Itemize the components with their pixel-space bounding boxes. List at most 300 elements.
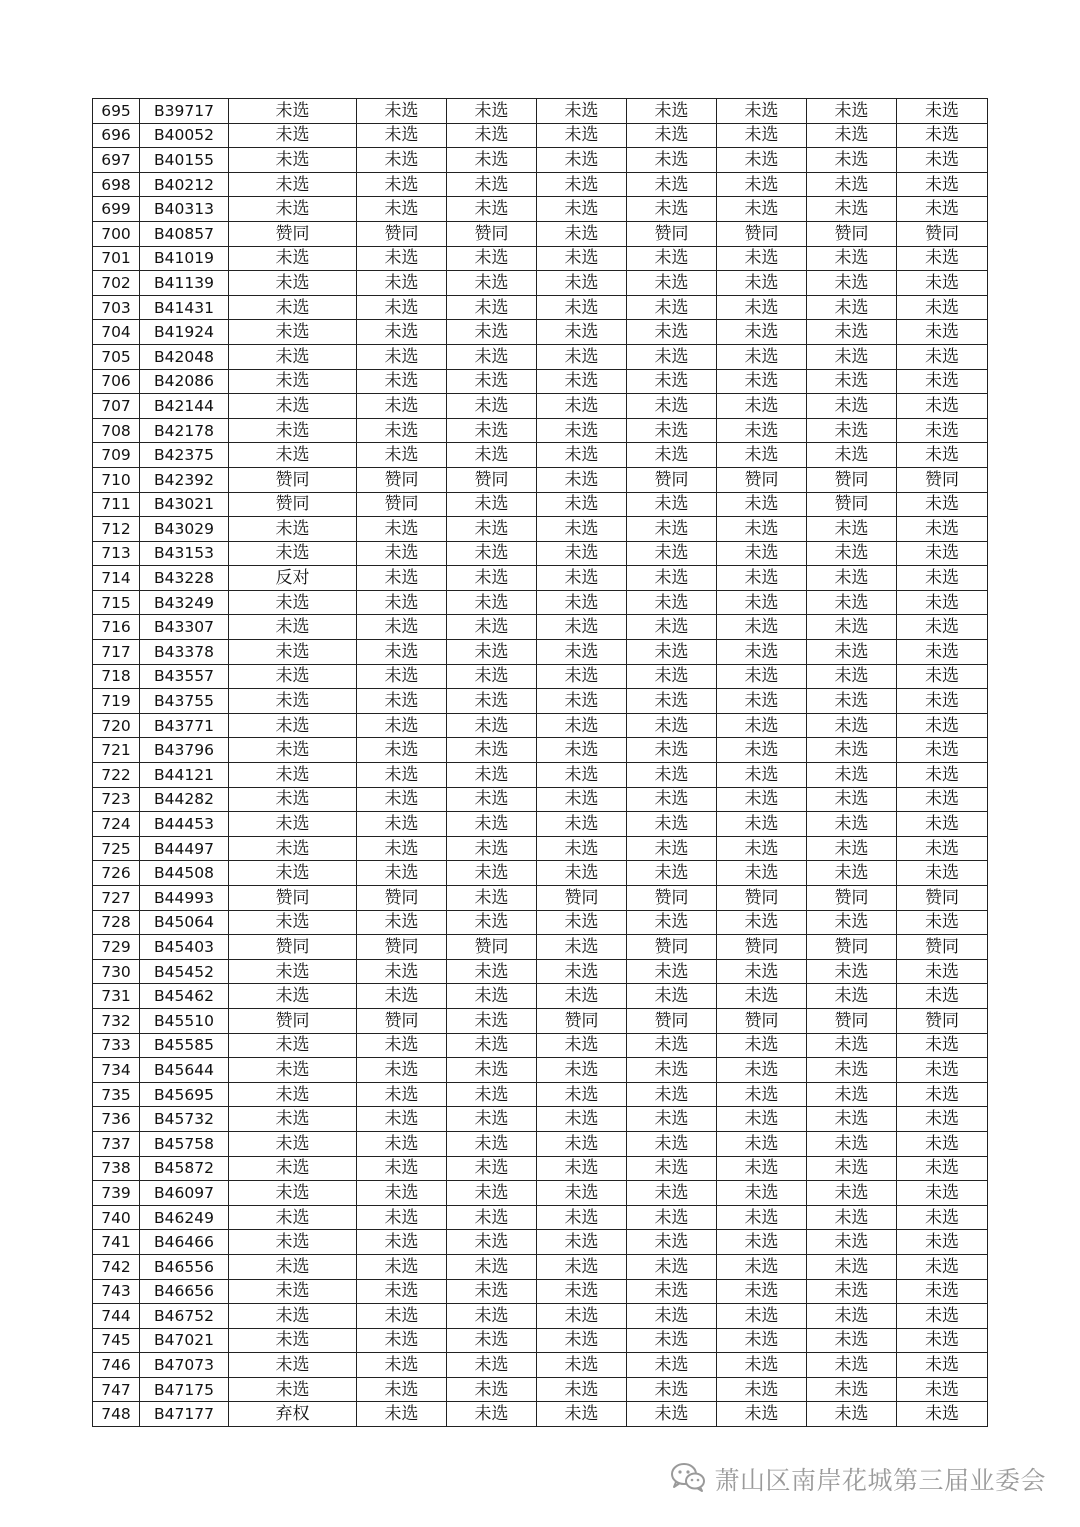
vote-cell: 未选 <box>627 394 717 419</box>
vote-cell: 未选 <box>717 148 807 173</box>
vote-cell: 未选 <box>537 1156 627 1181</box>
vote-cell: 未选 <box>897 271 988 296</box>
vote-cell: 未选 <box>537 590 627 615</box>
vote-cell: 未选 <box>717 959 807 984</box>
vote-cell: 未选 <box>627 1402 717 1427</box>
vote-cell: 未选 <box>627 664 717 689</box>
vote-cell: 未选 <box>627 640 717 665</box>
vote-cell: 未选 <box>627 492 717 517</box>
row-number-cell: 697 <box>93 148 140 173</box>
vote-cell: 未选 <box>229 664 357 689</box>
row-number-cell: 700 <box>93 221 140 246</box>
vote-cell: 未选 <box>229 1279 357 1304</box>
vote-cell: 未选 <box>897 1304 988 1329</box>
room-id-cell: B44282 <box>140 787 229 812</box>
table-row <box>93 1304 988 1329</box>
row-number-cell: 704 <box>93 320 140 345</box>
vote-cell: 未选 <box>627 246 717 271</box>
vote-cell: 未选 <box>717 910 807 935</box>
vote-cell: 未选 <box>897 1279 988 1304</box>
vote-cell: 未选 <box>537 394 627 419</box>
vote-cell: 未选 <box>807 1131 897 1156</box>
vote-cell: 未选 <box>357 713 447 738</box>
vote-cell: 未选 <box>229 197 357 222</box>
vote-cell: 未选 <box>447 1377 537 1402</box>
vote-cell: 未选 <box>357 541 447 566</box>
table-row <box>93 418 988 443</box>
row-number-cell: 713 <box>93 541 140 566</box>
vote-cell: 未选 <box>807 664 897 689</box>
vote-cell: 未选 <box>897 984 988 1009</box>
vote-cell: 未选 <box>897 369 988 394</box>
row-number-cell: 745 <box>93 1328 140 1353</box>
vote-cell: 赞同 <box>229 467 357 492</box>
vote-cell: 未选 <box>897 713 988 738</box>
table-row <box>93 664 988 689</box>
vote-cell: 未选 <box>229 1033 357 1058</box>
room-id-cell: B44508 <box>140 861 229 886</box>
vote-cell: 未选 <box>537 1131 627 1156</box>
row-number-cell: 710 <box>93 467 140 492</box>
table-row <box>93 787 988 812</box>
vote-cell: 未选 <box>447 172 537 197</box>
vote-cell: 未选 <box>229 787 357 812</box>
vote-cell: 未选 <box>717 1230 807 1255</box>
vote-cell: 未选 <box>627 1033 717 1058</box>
vote-cell: 赞同 <box>357 935 447 960</box>
vote-cell: 未选 <box>717 689 807 714</box>
row-number-cell: 716 <box>93 615 140 640</box>
vote-cell: 未选 <box>897 664 988 689</box>
vote-cell: 未选 <box>807 1402 897 1427</box>
room-id-cell: B44993 <box>140 886 229 911</box>
vote-cell: 未选 <box>447 959 537 984</box>
room-id-cell: B46752 <box>140 1304 229 1329</box>
vote-cell: 未选 <box>627 910 717 935</box>
room-id-cell: B41431 <box>140 295 229 320</box>
vote-cell: 未选 <box>447 369 537 394</box>
vote-cell: 未选 <box>447 1033 537 1058</box>
vote-cell: 未选 <box>897 295 988 320</box>
table-row <box>93 344 988 369</box>
room-id-cell: B43153 <box>140 541 229 566</box>
vote-cell: 未选 <box>357 1377 447 1402</box>
vote-cell: 未选 <box>357 320 447 345</box>
vote-cell: 未选 <box>627 172 717 197</box>
row-number-cell: 723 <box>93 787 140 812</box>
vote-cell: 未选 <box>717 1181 807 1206</box>
vote-cell: 未选 <box>807 271 897 296</box>
vote-cell: 赞同 <box>717 467 807 492</box>
vote-cell: 未选 <box>357 1082 447 1107</box>
vote-cell: 未选 <box>537 172 627 197</box>
vote-cell: 未选 <box>807 566 897 591</box>
vote-cell: 未选 <box>357 271 447 296</box>
vote-cell: 未选 <box>357 590 447 615</box>
row-number-cell: 727 <box>93 886 140 911</box>
vote-cell: 未选 <box>229 148 357 173</box>
vote-cell: 未选 <box>807 640 897 665</box>
vote-cell: 未选 <box>807 246 897 271</box>
vote-cell: 未选 <box>447 1304 537 1329</box>
vote-cell: 未选 <box>807 443 897 468</box>
vote-cell: 赞同 <box>717 221 807 246</box>
vote-cell: 未选 <box>627 344 717 369</box>
table-row <box>93 935 988 960</box>
vote-cell: 未选 <box>229 418 357 443</box>
vote-cell: 未选 <box>627 271 717 296</box>
vote-cell: 未选 <box>627 197 717 222</box>
room-id-cell: B45695 <box>140 1082 229 1107</box>
room-id-cell: B39717 <box>140 99 229 124</box>
vote-cell: 未选 <box>897 99 988 124</box>
vote-cell: 未选 <box>447 1156 537 1181</box>
room-id-cell: B43307 <box>140 615 229 640</box>
vote-cell: 未选 <box>447 615 537 640</box>
row-number-cell: 709 <box>93 443 140 468</box>
row-number-cell: 703 <box>93 295 140 320</box>
vote-cell: 未选 <box>357 836 447 861</box>
vote-cell: 赞同 <box>627 935 717 960</box>
vote-cell: 未选 <box>357 812 447 837</box>
room-id-cell: B43557 <box>140 664 229 689</box>
vote-cell: 未选 <box>807 1254 897 1279</box>
room-id-cell: B44497 <box>140 836 229 861</box>
vote-cell: 未选 <box>447 541 537 566</box>
vote-cell: 未选 <box>897 344 988 369</box>
room-id-cell: B46656 <box>140 1279 229 1304</box>
vote-cell: 未选 <box>537 492 627 517</box>
vote-cell: 赞同 <box>807 1008 897 1033</box>
vote-cell: 未选 <box>537 517 627 542</box>
table-row <box>93 590 988 615</box>
row-number-cell: 731 <box>93 984 140 1009</box>
vote-cell: 赞同 <box>229 221 357 246</box>
table-row <box>93 984 988 1009</box>
vote-cell: 未选 <box>807 541 897 566</box>
vote-cell: 未选 <box>717 713 807 738</box>
table-row <box>93 541 988 566</box>
table-row <box>93 689 988 714</box>
vote-cell: 未选 <box>897 1230 988 1255</box>
vote-cell: 未选 <box>717 1279 807 1304</box>
vote-cell: 未选 <box>357 664 447 689</box>
vote-cell: 未选 <box>447 812 537 837</box>
vote-cell: 未选 <box>717 418 807 443</box>
row-number-cell: 705 <box>93 344 140 369</box>
vote-cell: 未选 <box>807 369 897 394</box>
table-row <box>93 295 988 320</box>
room-id-cell: B44121 <box>140 763 229 788</box>
row-number-cell: 719 <box>93 689 140 714</box>
vote-cell: 未选 <box>897 1402 988 1427</box>
table-row <box>93 1205 988 1230</box>
vote-cell: 未选 <box>807 1353 897 1378</box>
vote-cell: 赞同 <box>717 1008 807 1033</box>
row-number-cell: 717 <box>93 640 140 665</box>
table-row <box>93 320 988 345</box>
vote-cell: 未选 <box>717 1033 807 1058</box>
row-number-cell: 707 <box>93 394 140 419</box>
vote-cell: 未选 <box>897 172 988 197</box>
vote-cell: 未选 <box>537 787 627 812</box>
vote-cell: 未选 <box>897 1353 988 1378</box>
vote-cell: 未选 <box>897 836 988 861</box>
vote-cell: 未选 <box>717 1304 807 1329</box>
vote-cell: 未选 <box>717 517 807 542</box>
vote-cell: 未选 <box>717 1107 807 1132</box>
vote-cell: 未选 <box>717 984 807 1009</box>
vote-cell: 未选 <box>897 812 988 837</box>
vote-cell: 未选 <box>627 1058 717 1083</box>
vote-cell: 未选 <box>897 1107 988 1132</box>
vote-cell: 未选 <box>229 713 357 738</box>
room-id-cell: B43755 <box>140 689 229 714</box>
vote-cell: 未选 <box>537 221 627 246</box>
vote-cell: 未选 <box>229 1205 357 1230</box>
table-row <box>93 812 988 837</box>
room-id-cell: B45585 <box>140 1033 229 1058</box>
table-row <box>93 1156 988 1181</box>
vote-cell: 未选 <box>537 1377 627 1402</box>
vote-cell: 赞同 <box>357 467 447 492</box>
vote-cell: 未选 <box>447 590 537 615</box>
vote-cell: 未选 <box>627 1082 717 1107</box>
vote-cell: 未选 <box>807 1230 897 1255</box>
vote-cell: 未选 <box>537 369 627 394</box>
vote-cell: 未选 <box>447 295 537 320</box>
table-row <box>93 640 988 665</box>
vote-cell: 未选 <box>357 738 447 763</box>
room-id-cell: B45872 <box>140 1156 229 1181</box>
vote-cell: 未选 <box>229 763 357 788</box>
vote-cell: 未选 <box>807 1304 897 1329</box>
vote-cell: 未选 <box>807 123 897 148</box>
vote-cell: 未选 <box>807 418 897 443</box>
vote-cell: 未选 <box>229 1353 357 1378</box>
vote-cell: 未选 <box>807 197 897 222</box>
vote-cell: 未选 <box>627 615 717 640</box>
vote-cell: 未选 <box>717 344 807 369</box>
vote-cell: 赞同 <box>627 467 717 492</box>
vote-cell: 赞同 <box>357 1008 447 1033</box>
vote-cell: 未选 <box>537 1033 627 1058</box>
vote-cell: 未选 <box>717 1058 807 1083</box>
vote-cell: 未选 <box>537 959 627 984</box>
vote-cell: 未选 <box>897 615 988 640</box>
vote-cell: 未选 <box>537 1230 627 1255</box>
vote-cell: 未选 <box>229 1107 357 1132</box>
vote-cell: 未选 <box>537 1353 627 1378</box>
vote-cell: 未选 <box>537 148 627 173</box>
vote-cell: 未选 <box>807 148 897 173</box>
table-row <box>93 197 988 222</box>
table-row <box>93 99 988 124</box>
table-row <box>93 1377 988 1402</box>
vote-cell: 未选 <box>537 443 627 468</box>
vote-cell: 未选 <box>717 1328 807 1353</box>
room-id-cell: B42048 <box>140 344 229 369</box>
table-row <box>93 910 988 935</box>
vote-cell: 未选 <box>807 738 897 763</box>
vote-cell: 未选 <box>447 1082 537 1107</box>
vote-cell: 未选 <box>717 1156 807 1181</box>
vote-cell: 未选 <box>537 1058 627 1083</box>
row-number-cell: 740 <box>93 1205 140 1230</box>
vote-cell: 未选 <box>897 197 988 222</box>
row-number-cell: 726 <box>93 861 140 886</box>
vote-cell: 赞同 <box>807 886 897 911</box>
vote-cell: 未选 <box>357 1033 447 1058</box>
vote-cell: 未选 <box>357 1230 447 1255</box>
table-row <box>93 271 988 296</box>
row-number-cell: 734 <box>93 1058 140 1083</box>
room-id-cell: B41139 <box>140 271 229 296</box>
vote-cell: 未选 <box>537 713 627 738</box>
vote-cell: 未选 <box>357 123 447 148</box>
vote-cell: 未选 <box>897 1058 988 1083</box>
room-id-cell: B42086 <box>140 369 229 394</box>
vote-cell: 未选 <box>357 1254 447 1279</box>
vote-cell: 未选 <box>627 443 717 468</box>
vote-cell: 未选 <box>537 418 627 443</box>
watermark-text: 萧山区南岸花城第三届业委会 <box>714 1466 1046 1495</box>
vote-cell: 未选 <box>357 1181 447 1206</box>
vote-cell: 未选 <box>717 369 807 394</box>
vote-cell: 未选 <box>229 246 357 271</box>
vote-cell: 未选 <box>229 738 357 763</box>
vote-cell: 未选 <box>717 615 807 640</box>
vote-table-body <box>93 99 988 1427</box>
vote-cell: 未选 <box>357 1107 447 1132</box>
row-number-cell: 699 <box>93 197 140 222</box>
row-number-cell: 728 <box>93 910 140 935</box>
table-row <box>93 713 988 738</box>
vote-cell: 赞同 <box>357 886 447 911</box>
vote-cell: 未选 <box>537 1181 627 1206</box>
vote-cell: 未选 <box>897 1181 988 1206</box>
vote-cell: 未选 <box>717 1131 807 1156</box>
vote-cell: 未选 <box>447 394 537 419</box>
vote-cell: 未选 <box>447 492 537 517</box>
vote-cell: 未选 <box>807 590 897 615</box>
vote-cell: 未选 <box>627 590 717 615</box>
vote-cell: 未选 <box>229 1230 357 1255</box>
row-number-cell: 696 <box>93 123 140 148</box>
vote-cell: 未选 <box>447 418 537 443</box>
table-row <box>93 1230 988 1255</box>
vote-cell: 未选 <box>627 689 717 714</box>
wechat-icon <box>670 1461 706 1497</box>
vote-cell: 未选 <box>229 541 357 566</box>
vote-cell: 未选 <box>807 689 897 714</box>
row-number-cell: 741 <box>93 1230 140 1255</box>
vote-cell: 未选 <box>537 320 627 345</box>
vote-cell: 未选 <box>447 1181 537 1206</box>
vote-cell: 未选 <box>897 1328 988 1353</box>
row-number-cell: 714 <box>93 566 140 591</box>
vote-cell: 未选 <box>897 246 988 271</box>
vote-cell: 未选 <box>229 99 357 124</box>
vote-cell: 未选 <box>357 689 447 714</box>
vote-cell: 未选 <box>897 590 988 615</box>
vote-cell: 未选 <box>807 517 897 542</box>
vote-cell: 未选 <box>357 1058 447 1083</box>
vote-cell: 未选 <box>537 910 627 935</box>
vote-cell: 未选 <box>229 689 357 714</box>
table-row <box>93 394 988 419</box>
vote-cell: 未选 <box>537 197 627 222</box>
row-number-cell: 720 <box>93 713 140 738</box>
vote-cell: 未选 <box>627 1279 717 1304</box>
vote-cell: 赞同 <box>627 1008 717 1033</box>
table-row <box>93 738 988 763</box>
vote-cell: 未选 <box>627 99 717 124</box>
vote-cell: 未选 <box>357 295 447 320</box>
vote-cell: 未选 <box>229 295 357 320</box>
room-id-cell: B42144 <box>140 394 229 419</box>
table-row <box>93 1058 988 1083</box>
row-number-cell: 730 <box>93 959 140 984</box>
table-row <box>93 886 988 911</box>
vote-cell: 未选 <box>229 517 357 542</box>
vote-cell: 未选 <box>229 1131 357 1156</box>
room-id-cell: B45403 <box>140 935 229 960</box>
vote-cell: 未选 <box>537 271 627 296</box>
vote-cell: 未选 <box>717 1205 807 1230</box>
vote-cell: 未选 <box>807 910 897 935</box>
vote-cell: 未选 <box>537 566 627 591</box>
vote-cell: 未选 <box>447 271 537 296</box>
vote-cell: 未选 <box>897 394 988 419</box>
room-id-cell: B45452 <box>140 959 229 984</box>
vote-cell: 赞同 <box>229 492 357 517</box>
vote-cell: 未选 <box>357 418 447 443</box>
vote-cell: 未选 <box>717 763 807 788</box>
vote-cell: 未选 <box>447 886 537 911</box>
vote-cell: 未选 <box>717 1254 807 1279</box>
vote-cell: 未选 <box>357 1328 447 1353</box>
vote-cell: 未选 <box>897 787 988 812</box>
vote-cell: 未选 <box>537 344 627 369</box>
vote-cell: 未选 <box>807 1058 897 1083</box>
table-row <box>93 492 988 517</box>
vote-cell: 未选 <box>447 787 537 812</box>
vote-cell: 未选 <box>357 172 447 197</box>
vote-cell: 未选 <box>897 861 988 886</box>
vote-cell: 未选 <box>537 861 627 886</box>
vote-cell: 未选 <box>447 738 537 763</box>
vote-cell: 未选 <box>807 763 897 788</box>
vote-cell: 反对 <box>229 566 357 591</box>
vote-cell: 未选 <box>537 738 627 763</box>
table-row <box>93 836 988 861</box>
table-row <box>93 148 988 173</box>
vote-cell: 未选 <box>447 1279 537 1304</box>
vote-cell: 未选 <box>447 1328 537 1353</box>
table-row <box>93 467 988 492</box>
vote-cell: 未选 <box>447 836 537 861</box>
vote-cell: 未选 <box>897 566 988 591</box>
row-number-cell: 708 <box>93 418 140 443</box>
vote-cell: 未选 <box>717 812 807 837</box>
vote-cell: 未选 <box>897 1156 988 1181</box>
vote-cell: 未选 <box>627 566 717 591</box>
vote-cell: 未选 <box>357 517 447 542</box>
row-number-cell: 735 <box>93 1082 140 1107</box>
vote-cell: 赞同 <box>229 935 357 960</box>
vote-cell: 未选 <box>537 1205 627 1230</box>
